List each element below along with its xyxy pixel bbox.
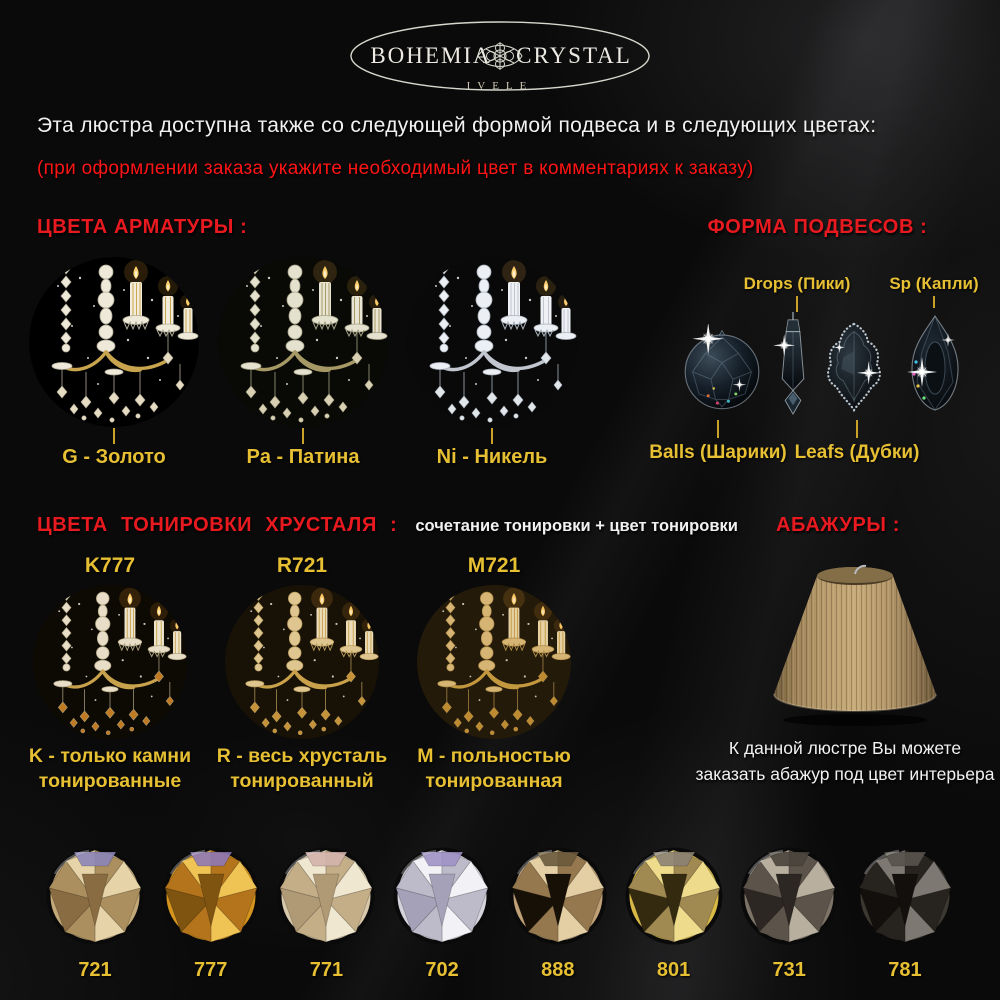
tinting-heading: ЦВЕТА ТОНИРОВКИ ХРУСТАЛЯ : — [37, 514, 398, 536]
lampshade-caption — [655, 735, 1000, 787]
connector-line — [113, 428, 115, 444]
chandelier-photo-r721 — [224, 584, 380, 740]
tint-code-m721: M721 — [467, 554, 521, 577]
tint-code-r721: R721 — [276, 554, 328, 577]
pendant-label-sp: Sp (Капли) — [889, 274, 979, 293]
crystal-swatch-icon — [276, 846, 376, 946]
connector-line — [717, 420, 719, 438]
sample-code: 771 — [309, 959, 344, 981]
chandelier-photo-nickel — [406, 256, 578, 428]
lampshade-caption-line1: К данной люстре Вы можете — [728, 738, 962, 758]
sample-code: 888 — [541, 959, 575, 981]
logo-brand-left: BOHEMIA — [370, 43, 492, 68]
chandelier-photo-m721 — [416, 584, 572, 740]
tint-caption-m — [394, 744, 594, 794]
crystal-sample-731 — [739, 846, 839, 982]
lampshade-image — [765, 556, 945, 728]
crystal-samples-row — [45, 846, 955, 982]
crystal-sample-771 — [276, 846, 376, 982]
connector-line — [933, 296, 935, 308]
tint-caption-r — [202, 744, 402, 794]
tint-caption-m-line1: M - польностью — [417, 745, 571, 767]
bohemia-crystal-ivele-logo — [348, 18, 652, 98]
crystal-sample-781 — [855, 846, 955, 982]
logo-brand-right: CRYSTAL — [516, 43, 632, 68]
crystal-swatch-icon — [508, 846, 608, 946]
pendant-label-leafs: Leafs (Дубки) — [794, 442, 920, 463]
sample-code: 721 — [78, 959, 112, 981]
tint-caption-r-line2: тонированный — [230, 770, 374, 792]
tint-caption-k — [10, 744, 210, 794]
crystal-swatch-icon — [739, 846, 839, 946]
pendant-sp-icon — [900, 312, 970, 416]
pendant-label-balls: Balls (Шарики) — [649, 442, 787, 463]
connector-line — [302, 428, 304, 444]
sample-code: 781 — [888, 959, 922, 981]
chandelier-photo-k777 — [32, 584, 188, 740]
lampshades-heading: АБАЖУРЫ : — [775, 514, 901, 536]
tint-caption-m-line2: тонированная — [425, 770, 563, 792]
tint-caption-k-line2: тонированные — [38, 770, 182, 792]
armature-label-nickel: Ni - Никель — [436, 446, 548, 468]
crystal-sample-721 — [45, 846, 145, 982]
connector-line — [491, 428, 493, 444]
pendant-label-drops: Drops (Пики) — [743, 274, 851, 293]
crystal-sample-801 — [624, 846, 724, 982]
sample-code: 702 — [425, 959, 459, 981]
pendant-drop-icon — [771, 310, 815, 420]
sample-code: 731 — [772, 959, 806, 981]
crystal-sample-777 — [161, 846, 261, 982]
crystal-swatch-icon — [624, 846, 724, 946]
logo-subtitle: IVELE — [466, 80, 534, 92]
pendant-leaf-icon — [817, 318, 891, 416]
lampshade-caption-line2: заказать абажур под цвет интерьера — [695, 764, 995, 784]
armature-label-patina: Pa - Патина — [246, 446, 360, 468]
tint-code-k777: K777 — [84, 554, 136, 577]
crystal-swatch-icon — [161, 846, 261, 946]
tinting-subtitle: сочетание тонировки + цвет тонировки — [415, 517, 738, 535]
order-note-text: (при оформлении заказа укажите необходимый цвет в комментариях к заказу) — [37, 158, 754, 179]
crystal-sample-702 — [392, 846, 492, 982]
armature-label-gold: G - Золото — [62, 446, 166, 468]
sample-code: 801 — [656, 959, 691, 981]
armature-heading: ЦВЕТА АРМАТУРЫ : — [37, 216, 248, 238]
pendants-heading: ФОРМА ПОДВЕСОВ : — [707, 216, 928, 238]
tint-caption-k-line1: K - только камни — [28, 745, 192, 767]
crystal-swatch-icon — [392, 846, 492, 946]
sample-code: 777 — [194, 959, 228, 981]
crystal-swatch-icon — [45, 846, 145, 946]
chandelier-photo-patina — [217, 256, 389, 428]
connector-line — [856, 420, 858, 438]
crystal-swatch-icon — [855, 846, 955, 946]
crystal-sample-888 — [508, 846, 608, 982]
intro-text: Эта люстра доступна также со следующей формой подвеса и в следующих цветах: — [37, 114, 877, 137]
tint-caption-r-line1: R - весь хрусталь — [216, 745, 388, 767]
pendant-ball-icon — [680, 324, 764, 416]
chandelier-photo-gold — [28, 256, 200, 428]
